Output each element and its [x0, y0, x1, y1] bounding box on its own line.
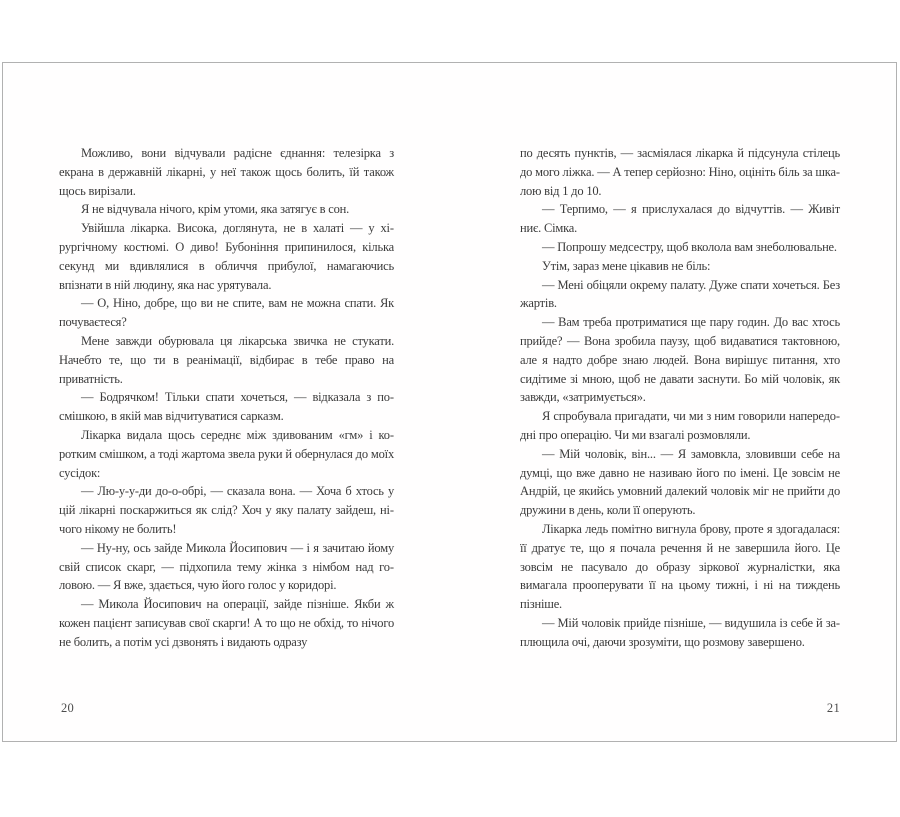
paragraph: Увійшла лікарка. Висока, доглянута, не в халаті — у хірургічному костюмі. О диво! Бубоніння припинилося, кілька секунд ми вдивлялися в обличчя прибулої, намагаючись впізнати в ній людину, яка нас урятувала. — [59, 221, 394, 292]
paragraph: — Мій чоловік, він... — Я замовкла, зловивши себе на думці, що вже давно не називаю його по імені. Це зовсім не Андрій, це якийсь умовний далекий чоловік міг не прийти до дружини в день, коли її оперують. — [520, 446, 840, 518]
paragraph: — Мені обіцяли окрему палату. Дуже спати хочеться. Без жартів. — [520, 277, 840, 311]
paragraph: Я спробувала пригадати, чи ми з ним говорили напередодні про операцію. Чи ми взагалі розмовляли. — [520, 409, 840, 442]
paragraph: Мене завжди обурювала ця лікарська звичка не стукати. Начебто те, що ти в реанімації, відбирає в тебе право на приватність. — [59, 333, 394, 386]
paragraph: — Терпимо, — я прислухалася до відчуттів. — Живіт ниє. Сімка. — [520, 202, 840, 236]
paragraph: — Вам треба протриматися ще пару годин. До вас хтось прийде? — Вона зробила паузу, щоб видаватися тактовною, але я надто добре знаю людей. Вона вирішує питання, хто сидітиме зі мною, щоб не давати заснути. Бо мій чоловік, як завжди, «затримується». — [520, 315, 840, 405]
page-number-right: 21 — [826, 701, 840, 715]
paragraph: — Лю-у-у-ди до-о-обрі, — сказала вона. — Хоча б хтось у цій лікарні поскаржиться як слід? Хоч у яку палату зайдеш, нічого нікому не болить! — [59, 484, 394, 536]
paragraph: — Бодрячком! Тільки спати хочеться, — відказала з посмішкою, в якій мав відчитуватися сарказм. — [59, 390, 394, 424]
paragraph: — Микола Йосипович на операції, зайде пізніше. Якби ж кожен пацієнт записував свої скарги! А то що не обхід, то нічого не болить, а потім усі дзвонять і видають одразу — [59, 597, 394, 649]
paragraph: по десять пунктів, — засміялася лікарка й підсунула стілець до мого ліжка. — А тепер серйозно: Ніно, оцініть біль за шкалою від 1 до 10. — [520, 146, 840, 198]
book-spread — [2, 62, 897, 742]
paragraph: — Мій чоловік прийде пізніше, — видушила із себе й заплющила очі, даючи зрозуміти, що розмову завершено. — [520, 615, 840, 649]
paragraph: Лікарка видала щось середнє між здивованим «гм» і коротким смішком, а тоді жартома звела руки й обернулася до моїх сусідок: — [59, 427, 394, 480]
page-20-text-column — [59, 144, 394, 652]
paragraph: — Ну-ну, ось зайде Микола Йосипович — і я зачитаю йому свій список скарг, — підхопила тему жінка з німбом над головою. — Я вже, здається, чую його голос у коридорі. — [59, 540, 394, 593]
paragraph: — О, Ніно, добре, що ви не спите, вам не можна спати. Як почуваєтеся? — [59, 296, 394, 330]
paragraph: — Попрошу медсестру, щоб вколола вам знеболювальне. — [542, 239, 837, 254]
page-21-text-column — [520, 144, 840, 652]
paragraph: Я не відчувала нічого, крім утоми, яка затягує в сон. — [81, 202, 350, 217]
paragraph: Можливо, вони відчували радісне єднання: телезірка з екрана в державній лікарні, у неї також щось болить, їй також щось вирізали. — [59, 146, 394, 198]
paragraph: Лікарка ледь помітно вигнула брову, проте я здогадалася: її дратує те, що я почала речення й не завершила його. Це зовсім не пасувало до образу зіркової журналістки, яка вимагала прооперувати її на цьому тижні, і ні на тиждень пізніше. — [520, 521, 840, 612]
paragraph: Утім, зараз мене цікавив не біль: — [542, 258, 711, 273]
page-number-left: 20 — [61, 701, 75, 715]
